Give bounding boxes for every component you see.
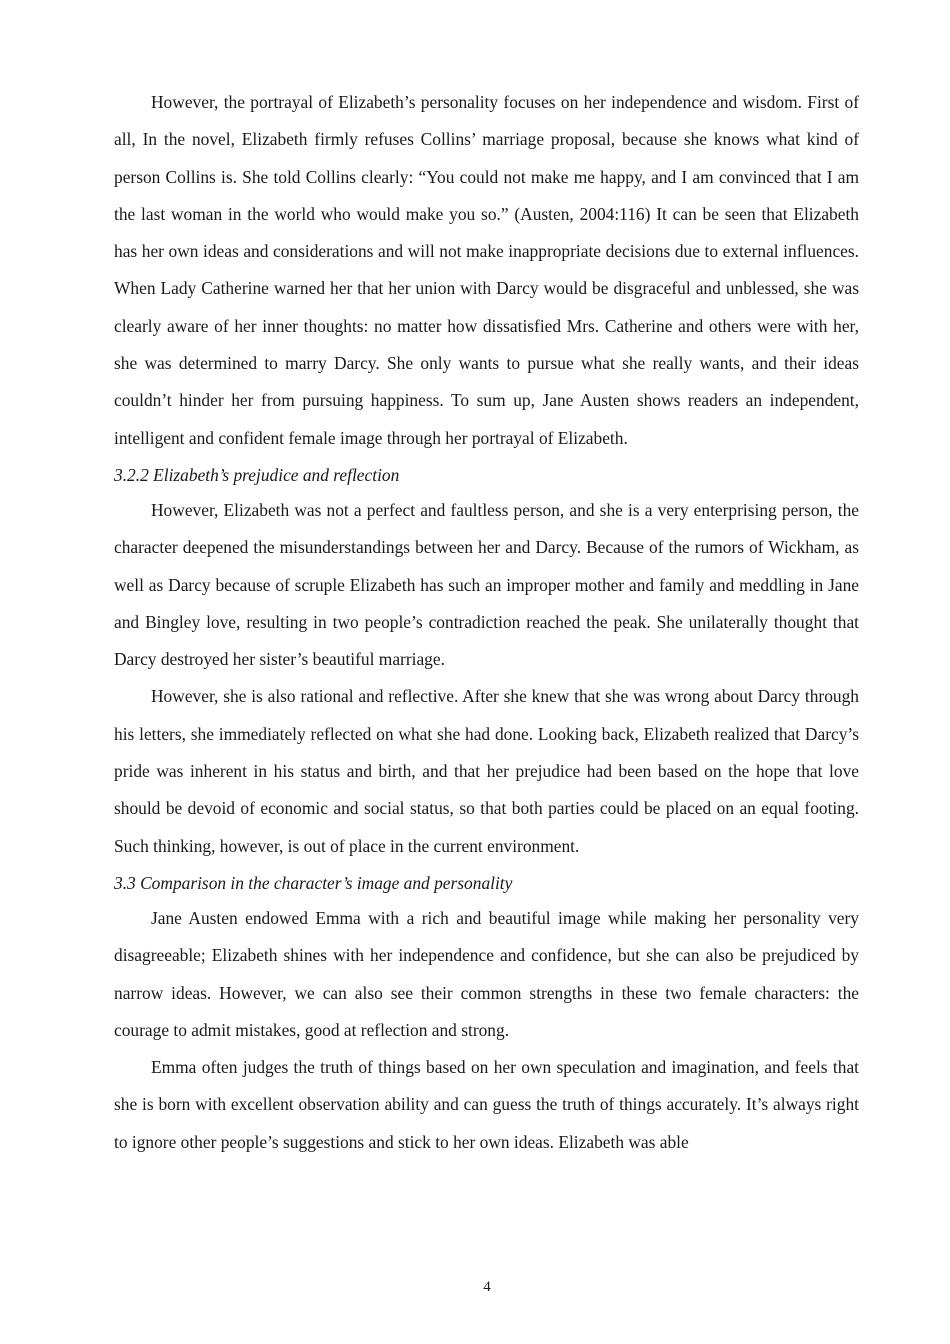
page-number: 4 [483, 1279, 491, 1295]
body-paragraph: Jane Austen endowed Emma with a rich and beautiful image while making her personality very disagreeable; Elizabeth shines with her independence and confidence, but she can also be prejudiced by narrow ideas. However, we can also see their common strengths in these two female characters: the courage to admit mistakes, good at reflection and strong. [114, 907, 859, 1040]
body-paragraph: However, the portrayal of Elizabeth’s personality focuses on her independence and wisdom. First of all, In the novel, Elizabeth firmly refuses Collins’ marriage proposal, because she knows what kind of person Collins is. She told Collins clearly: “You could not make me happy, and I am convinced that I am the last woman in the world who would make you so.” (Austen, 2004:116) It can be seen that Elizabeth has her own ideas and considerations and will not make inappropriate decisions due to external influences. When Lady Catherine warned her that her union with Darcy would be disgraceful and unblessed, she was clearly aware of her inner thoughts: no matter how dissatisfied Mrs. Catherine and others were with her, she was determined to marry Darcy. She only wants to pursue what she really wants, and their ideas couldn’t hinder her from pursuing happiness. To sum up, Jane Austen shows readers an independent, intelligent and confident female image through her portrayal of Elizabeth. [114, 92, 859, 448]
body-paragraph: However, she is also rational and reflective. After she knew that she was wrong about Darcy through his letters, she immediately reflected on what she had done. Looking back, Elizabeth realized that Darcy’s pride was inherent in his status and birth, and that her prejudice had been based on the hope that love should be devoid of economic and social status, so that both parties could be placed on an equal footing. Such thinking, however, is out of place in the current environment. [114, 686, 859, 856]
body-paragraph: Emma often judges the truth of things based on her own speculation and imagination, and feels that she is born with excellent observation ability and can guess the truth of things accurately. It’s always right to ignore other people’s suggestions and stick to her own ideas. Elizabeth was able [114, 1057, 859, 1152]
document-page [114, 84, 859, 1161]
body-paragraph: However, Elizabeth was not a perfect and faultless person, and she is a very enterprising person, the character deepened the misunderstandings between her and Darcy. Because of the rumors of Wickham, as well as Darcy because of scruple Elizabeth has such an improper mother and family and meddling in Jane and Bingley love, resulting in two people’s contradiction reached the peak. She unilaterally thought that Darcy destroyed her sister’s beautiful marriage. [114, 499, 859, 670]
section-heading-3-3: 3.3 Comparison in the character’s image and personality [114, 872, 513, 893]
section-heading-3-2-2: 3.2.2 Elizabeth’s prejudice and reflection [114, 464, 400, 485]
